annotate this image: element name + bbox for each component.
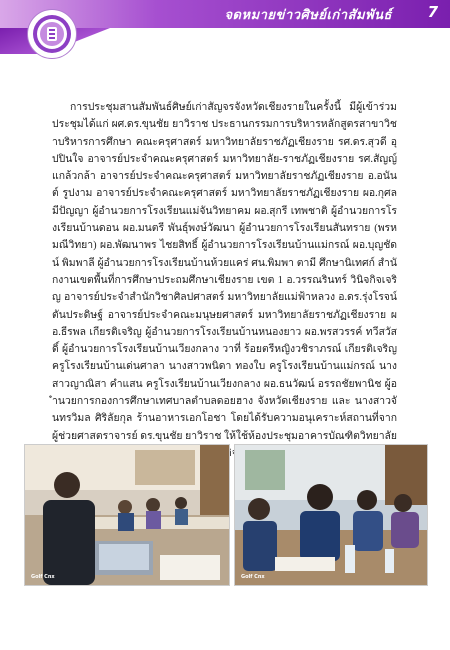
alumni-logo-icon (28, 10, 76, 58)
meeting-photo-left (24, 444, 230, 586)
page-number: 7 (427, 3, 438, 21)
article-paragraph: การประชุมสานสัมพันธ์ศิษย์เก่าสัญจรจังหวัดเชียงรายในครั้งนี้ มีผู้เข้าร่วมประชุมได้แก่ ผศ.ดร.ขุนชัย ยาวิราช ประธานกรรมการบริหารหลักสูตรสาขาวิชาบริหารการศึกษา คณะครุศาสตร์ มหาวิทยาลัยราชภัฏเชียงราย รศ.ดร.สุวดี อุปปินใจ อาจารย์ประจำคณะครุศาสตร์ มหาวิทยาลัย-ราชภัฏเชียงราย รศ.สัญญ์ แกล้วกล้า อาจารย์ประจำคณะครุศาสตร์ มหาวิทยาลัยราชภัฏเชียงราย อ.อนันต์ รูปงาม อาจารย์ประจำคณะครุศาสตร์ มหาวิทยาลัยราชภัฏเชียงราย ผอ.กุศล มีปัญญา ผู้อำนวยการโรงเรียนแม่จันวิทยาคม ผอ.สุกรี เทพชาติ ผู้อำนวยการโรงเรียนบ้านดอน ผอ.มนตรี พันธุ์พงษ์วัฒนา ผู้อำนวยการโรงเรียนสันทราย (พรหมณีวิทยา) ผอ.พัฒนาพร ไชยสิทธิ์ ผู้อำนวยการโรงเรียนบ้านแม่กรณ์ ผอ.บุญชัดน์ พิมพาลี ผู้อำนวยการโรงเรียนบ้านห้วยแคร่ ศน.พิมพา ตามี ศึกษานิเทศก์ สำนักงานเขตพื้นที่การศึกษาประถมศึกษาเชียงราย เขต 1 อ.วรรณรินทร์ วินิจกิจเจริญ อาจารย์ประจำสำนักวิชาศิลปศาสตร์ มหาวิทยาลัยแม่ฟ้าหลวง อ.ดร.รุ่งโรจน์ ตันประดิษฐ์ อาจารย์ประจำคณะมนุษยศาสตร์ มหาวิทยาลัยราชภัฏเชียงราย ผอ.ธีรพล เกียรติเจริญ ผู้อำนวยการโรงเรียนบ้านหนองยาว ผอ.พรสวรรค์ ทวีสวัสดิ์ ผู้อำนวยการโรงเรียนบ้านเวียงกลาง วาที่ ร้อยตรีหญิงวชิราภรณ์ เกียรติเจริญ ครูโรงเรียนบ้านเด่นศาลา นางสาวพนิดา ทองใบ ครูโรงเรียนบ้านแม่กรณ์ นางสาวญาณิสา คำแสน ครูโรงเรียนบ้านเวียงกลาง ผอ.ธนวัฒน์ อรรถชัยพานิช ผู้อำนวยการกองการศึกษาเทศบาลตำบลดอยฮาง จังหวัดเชียงราย และ นางสาวจันทรวิมล ศิริลัยกุล ร้านอาหารเอกโอชา โดยได้รับความอนุเคราะห์สถานที่จาก ผู้ช่วยศาสตราจารย์ ดร.ขุนชัย ยาวิราช ให้ใช้ห้องประชุมอาคารบัณฑิตวิทยาลัย (52, 102, 397, 442)
photo-watermark: Golf Cnx (241, 574, 265, 580)
newsletter-title: จดหมายข่าวศิษย์เก่าสัมพันธ์ (224, 8, 392, 23)
meeting-photo-right (234, 444, 428, 586)
photo-watermark: Golf Cnx (31, 574, 55, 580)
